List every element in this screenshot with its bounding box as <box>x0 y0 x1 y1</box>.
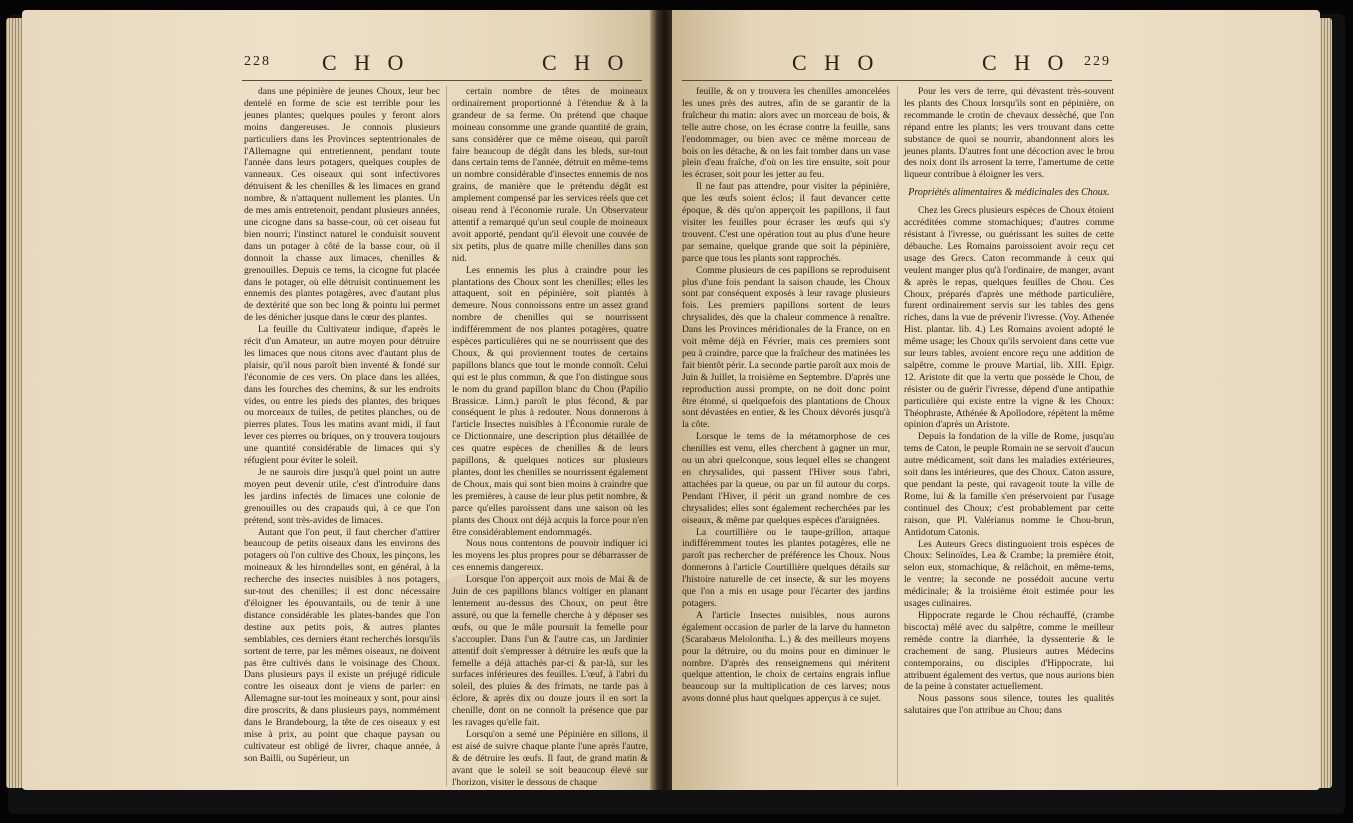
paragraph: Autant que l'on peut, il faut chercher d'attirer beaucoup de petits oiseaux dans les environs des potagers où l'on cultive des Choux, les pinçons, les moineaux & les hirondelles sont, en général, à la recherche des insectes nuisibles à nos potagers, sur-tout des chenilles; il est donc nécessaire d'éloigner les épouvantails, ou de tenir à une distance considérable les plates-bandes que l'on destine aux petits pois, & autres plantes semblables, ces derniers étant recherchés lorsqu'ils sortent de terre, par les mêmes oiseaux, ne doivent pas être cultivés dans le voisinage des Choux. Dans plusieurs pays il existe un préjugé ridicule contre les oiseaux dont je viens de parler: en Allemagne sur-tout les moineaux y sont, pour ainsi dire proscrits, & dans plusieurs pays, nommément dans le Brandebourg, la tête de ces oiseaux y est mise à prix, au point que chaque paysan ou cultivateur est obligé de livrer, chaque année, à son Bailli, ou Supérieur, un <box>244 526 440 764</box>
paragraph: La courtillière ou le taupe-grillon, attaque indifféremment toutes les plantes potagères, elle ne paroît pas rechercher de préférence les Choux. Nous donnerons à l'article Courtillière quelques détails sur l'histoire naturelle de cet insecte, & sur les moyens que l'on a mis en usage pour l'écarter des jardins potagers. <box>682 526 890 609</box>
header-rule <box>682 80 1112 81</box>
header-rule <box>242 80 642 81</box>
paragraph: La feuille du Cultivateur indique, d'après le récit d'un Amateur, un autre moyen pour détruire les limaces que nous citons avec d'autant plus de plaisir, qu'il nous paroît bien inventé & fondé sur l'économie de ces vers. On place dans les allées, dans les fourches des chemins, & sur les endroits vides, ou entre les pieds des plantes, des briques ou morceaux de tuiles, de petites planches, ou de pierres plates. Tous les matins avant midi, il faut lever ces pierres ou briques, on y trouvera toujours une quantité considérable de limaces qui s'y réfugient pour éviter le soleil. <box>244 324 440 467</box>
running-head: C H O <box>542 50 630 75</box>
left-column-1 <box>244 86 440 765</box>
left-column-2 <box>452 86 648 788</box>
paragraph: dans une pépinière de jeunes Choux, leur bec dentelé en forme de scie est terrible pour les jeunes plantes; quelques poules y feront alors moins dangereuses. Je connois plusieurs particuliers dans les Provinces septentrionales de l'Allemagne qui entretiennent, pendant toute l'année dans leurs potagers, quelques couples de vanneaux. Ces oiseaux qui sont infectivores détruisent & les chenilles & les limaces en grand nombre, & n'attaquent nullement les plantes. Un de mes amis entretenoit, pendant plusieurs années, une cicogne dans sa basse-cour, où cet oiseau fut bien nourri; l'instinct naturel le conduisit souvent dans un potager à côté de la basse cour, où il donnoit la chasse aux limaces, chenilles & grenouilles. Depuis ce tems, la cicogne fut placée dans le potager, où elle détruisit continuement les ennemis des plantes potagères, avec d'autant plus de dextérité que son bec long & pointu lui permet de les dénicher jusque dans le cœur des plantes. <box>244 86 440 324</box>
paragraph: Comme plusieurs de ces papillons se reproduisent plus d'une fois pendant la saison chaude, les Choux sont par conséquent exposés à leur ravage plusieurs fois. Les premiers papillons sortent de leurs chrysalides, dès que la chaleur commence à renaître. Dans les Provinces méridionales de la France, on en voit même déjà en Février, mais ces premiers sont peu à craindre, parce que la fraîcheur des matinées les fait bientôt périr. La seconde partie paroît aux mois de Juin & Juillet, la troisième en Septembre. D'après une reproduction aussi prompte, on ne doit donc point être étonné, si quelquefois des plantations de Choux sont dévastées en entier, & les Choux dévorés jusqu'à la côte. <box>682 264 890 431</box>
paragraph: Chez les Grecs plusieurs espèces de Choux étoient accréditées comme stomachiques; d'autres comme résistant à l'ivresse, ou guérissant les suites de cette débauche. Les Romains paroissoient avoir reçu cet usage des Grecs. Caton recommande à ceux qui veulent manger plus qu'à l'ordinaire, de manger, avant & après le repas, quelques feuilles de Chou. Ces Choux, préparés d'après une méthode particulière, furent ordinairement servis sur les tables des gens riches, dans la vue de prévenir l'ivresse. (Voy. Athenée Hist. plantar. lib. 4.) Les Romains avoient adopté le même usage; les Choux qu'ils servoient dans cette vue sur leurs tables, avoient encore reçu une addition de salpêtre, comme le prouve Martial, lib. XIII. Epigr. 12. Aristote dit que la vertu que possède le Chou, de résister ou de guérir l'ivresse, dépend d'une antipathie particulière qui existe entre la vigne & les Choux: Théophraste, Athénée & Apollodore, répètent la même opinion d'après un Aristote. <box>904 205 1114 431</box>
right-column-2 <box>904 86 1114 717</box>
paragraph: Les Auteurs Grecs distinguoient trois espèces de Choux: Selinoïdes, Lea & Crambe; la première étoit, selon eux, stomachique, & relâchoit, en même-tems, le ventre; la seconde ne possédoit aucune vertu médicinale; & la troisième étoit estimée pour les usages culinaires. <box>904 538 1114 610</box>
paragraph: Lorsque l'on apperçoit aux mois de Mai & de Juin de ces papillons blancs voltiger en planant lentement au-dessus des Choux, on peut être assuré, ou que la femelle cherche à y déposer ses œufs, ou que le mâle poursuit la femelle pour s'accoupler. Dans l'un & l'autre cas, un Jardinier attentif doit s'empresser à détruire les œufs que la femelle a déjà attachés par-ci & par-là, sur les surfaces inférieures des feuilles. L'œuf, à l'abri du soleil, des pluies & des frimats, ne tarde pas à éclore, & après dix ou douze jours il en sort la chenille, dont on ne connoît la présence que par les ravages qu'elle fait. <box>452 574 648 729</box>
column-divider <box>446 86 447 786</box>
paragraph: certain nombre de têtes de moineaux ordinairement proportionné à l'étendue & à la grandeur de sa ferme. On prétend que chaque moineau consomme une grande quantité de grain, sans considérer que ce même oiseau, qui paroît faire beaucoup de dégât dans les bleds, sur-tout dans certain tems de l'année, détruit en même-tems un nombre considérable d'insectes ennemis de nos grains, de manière que le prétendu dégât est amplement compensé par les services réels que cet oiseau rend à l'économie rurale. Un Observateur attentif a remarqué qu'un seul couple de moineaux avoit apporté, pendant qu'il élevoit une couvée de six petits, plus de quatre mille chenilles dans son nid. <box>452 86 648 264</box>
paragraph: Il ne faut pas attendre, pour visiter la pépinière, que les œufs soient éclos; il faut devancer cette époque, & dès qu'on apperçoit les papillons, il faut visiter les feuilles pour écraser les œufs qui s'y trouvent. C'est une opération tout au plus d'une heure par semaine, quelque grande que soit la pépinière, parce que tous les plants sont rapprochés. <box>682 181 890 264</box>
right-page <box>672 10 1320 790</box>
paragraph: Hippocrate regarde le Chou réchauffé, (crambe biscocta) mêlé avec du salpêtre, comme le meilleur remède contre la diarrhée, la dyssenterie & le crachement de sang. Plusieurs autres Médecins contemporains, ou disciples d'Hippocrate, lui attribuent également des vertus, que nous aurions bien de la peine à constater actuellement. <box>904 609 1114 693</box>
paragraph: Nous nous contentons de pouvoir indiquer ici les moyens les plus propres pour se débarrasser de ces ennemis dangereux. <box>452 538 648 574</box>
paragraph: Nous passons sous silence, toutes les qualités salutaires que l'on attribue au Chou; dans <box>904 693 1114 717</box>
right-page-header <box>672 50 1320 80</box>
paragraph: Pour les vers de terre, qui dévastent très-souvent les plants des Choux lorsqu'ils sont en pépinière, on recommande le crotin de chevaux dessèché, que l'on répand entre les plants; les vers trouvant dans cette substance de quoi se nourrir, abandonnent alors les jeunes plants. D'autres font une décoction avec le brou des noix dont ils arrosent la terre, l'amertume de cette liqueur contribue à éloigner les vers. <box>904 86 1114 181</box>
page-number: 229 <box>1084 54 1111 69</box>
right-column-1 <box>682 86 890 705</box>
running-head: C H O <box>322 50 410 75</box>
paragraph: Lorsque le tems de la métamorphose de ces chenilles est venu, elles cherchent à gagner un mur, ou un abri quelconque, sous lequel elles se changent en chrysalides, qui passent l'Hiver sous l'abri, attachées par la queue, ou par un fil autour du corps. Pendant l'Hiver, il périt un grand nombre de ces chrysalides; elles sont également recherchées par les oiseaux, & même par quelques espèces d'araignées. <box>682 431 890 526</box>
paragraph: Lorsqu'on a semé une Pépinière en sillons, il est aisé de suivre chaque plante l'une après l'autre, & de détruire les œufs. Il faut, de grand matin & avant que le soleil se soit beaucoup élevé sur l'horizon, visiter le dessous de chaque <box>452 728 648 788</box>
paragraph: Depuis la fondation de la ville de Rome, jusqu'au tems de Caton, le peuple Romain ne se servoit d'aucun autre médicament, soit dans les maladies extérieures, soit dans les intérieures, que des Choux. Caton assure, que pendant la peste, qui ravageoit toute la ville de Rome, lui & la famille s'en préservoient par l'usage continuel des Choux; c'est probablement par cette raison, que Pl. Valérianus nomme le Chou-brun, Antidotum Catonis. <box>904 431 1114 538</box>
section-heading: Propriétés alimentaires & médicinales des Choux. <box>908 187 1110 199</box>
page-number: 228 <box>244 54 271 69</box>
paragraph: Je ne saurois dire jusqu'à quel point un autre moyen peut devenir utile, c'est d'introduire dans les jardins infectés de limaces une colonie de grenouilles ou des crapauds qui, à ce que l'on prétend, sont très-avides de limaces. <box>244 467 440 526</box>
running-head: C H O <box>792 50 880 75</box>
column-divider <box>897 86 898 786</box>
left-page <box>22 10 658 790</box>
left-page-header <box>22 50 658 80</box>
paragraph: feuille, & on y trouvera les chenilles amoncelées les unes près des autres, afin de se garantir de la fraîcheur du matin: alors avec un morceau de bois, & telle autre chose, on les écrase contre la feuille, sans l'endommager, ou bien avec ce même morceau de bois on les détache, & on les fait tomber dans un vase plein d'eau fraîche, d'où on les tire ensuite, soit pour les écraser, soit pour les jetter au feu. <box>682 86 890 181</box>
paragraph: A l'article Insectes nuisibles, nous aurons également occasion de parler de la larve du hanneton (Scarabæus Melolontha. L.) & des meilleurs moyens pour la détruire, ou du moins pour en diminuer le nombre. D'après des renseignemens qui méritent quelque attention, le choix de certains engrais influe beaucoup sur la multiplication de ces larves; nous avons donné plus haut quelques apperçus à ce sujet. <box>682 609 890 705</box>
paragraph: Les ennemis les plus à craindre pour les plantations des Choux sont les chenilles; elles les attaquent, soit en pépinière, soit plantés à demeure. Nous connoissons entre un assez grand nombre de chenilles qui se nourrissent indifféremment de nos plantes potagères, quatre espèces particulières qui ne se nourrissent que des Choux, & qui proviennent toutes de certains papillons blancs que tout le monde connoît. Celui qui est le plus commun, & que l'on distingue sous le nom du grand papillon blanc du Chou (Papilio Brassicæ. Linn.) paroît le plus fécond, & par conséquent le plus à redouter. Nous donnerons à l'article Insectes nuisibles à l'Économie rurale de ce Dictionnaire, une description plus détaillée de ces quatre espèces de chenilles & de leurs papillons, & quelques notices sur plusieurs plantes, dont les chenilles se nourrissent également de Choux, mais qui sont bien moins à craindre que les premières, à cause de leur plus petit nombre, & parce qu'elles paroissent dans une saison où les plants des Choux ont déjà acquis la force pour n'en être considérablement endommagés. <box>452 264 648 538</box>
running-head: C H O <box>982 50 1070 75</box>
